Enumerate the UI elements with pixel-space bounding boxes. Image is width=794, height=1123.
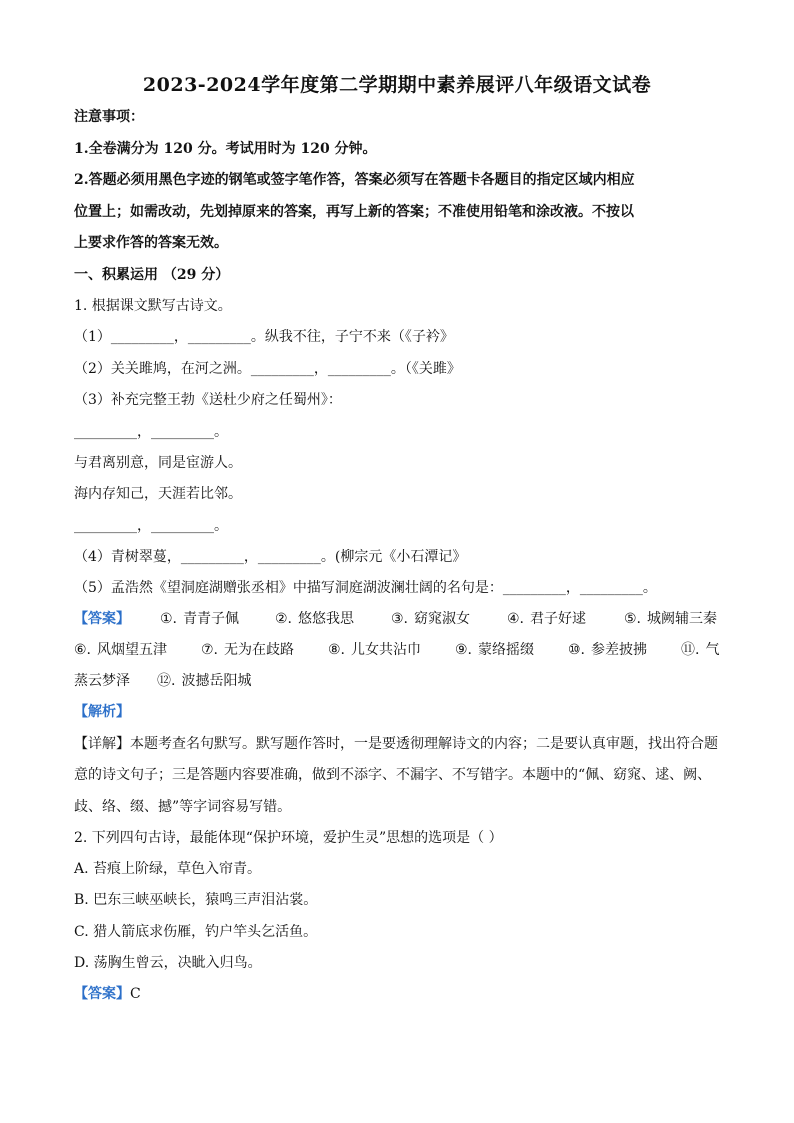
answer-text: 窈窕淑女 bbox=[414, 611, 471, 627]
notice-item-2-line-1: 2.答题必须用黑色字迹的钢笔或签字笔作答，答案必须写在答题卡各题目的指定区域内相应 bbox=[74, 172, 635, 188]
answer-item bbox=[275, 609, 354, 629]
q1-part-4: （4）青树翠蔓，_________，_________。(柳宗元《小石潭记》 bbox=[74, 549, 467, 565]
answer-item bbox=[455, 640, 534, 660]
answer-item bbox=[507, 609, 586, 629]
q1-part-5: （5）孟浩然《望洞庭湖赠张丞相》中描写洞庭湖波澜壮阔的名句是：_________，_________。 bbox=[74, 580, 657, 596]
notice-item-1: 1.全卷满分为 120 分。考试用时为 120 分钟。 bbox=[74, 141, 377, 157]
answer-number: ⑥. bbox=[74, 642, 92, 658]
q1-part-3: （3）补充完整王勃《送杜少府之任蜀州》： bbox=[74, 392, 342, 408]
poem-line-3: 海内存知己，天涯若比邻。 bbox=[74, 486, 242, 502]
q1-stem: 1. 根据课文默写古诗文。 bbox=[74, 298, 232, 314]
q1-part-2: （2）关关雎鸠，在河之洲。_________，_________。（《关雎》 bbox=[74, 361, 461, 377]
answer-tag: 【答案】 bbox=[74, 611, 130, 627]
answer-number: ④. bbox=[507, 611, 525, 627]
answer-text: 波撼岳阳城 bbox=[181, 673, 252, 689]
q2-option-a: A. 苔痕上阶绿，草色入帘青。 bbox=[74, 861, 262, 877]
answer-text: 蒙络摇缀 bbox=[478, 642, 535, 658]
answer-item bbox=[391, 609, 470, 629]
answer-text: 君子好逑 bbox=[530, 611, 587, 627]
answer-number: ⑩. bbox=[568, 642, 586, 658]
answer-item bbox=[157, 671, 251, 691]
answer-item bbox=[624, 609, 717, 629]
section-heading: 一、积累运用 （29 分） bbox=[74, 267, 230, 283]
q1-part-1: （1）_________，_________。纵我不往，子宁不来（《子衿》 bbox=[74, 329, 454, 345]
answer-text: 参差披拂 bbox=[591, 642, 648, 658]
answer-number: ①. bbox=[160, 611, 178, 627]
poem-line-1: _________，_________。 bbox=[74, 424, 228, 440]
q1-detail-line-1: 【详解】本题考查名句默写。默写题作答时，一是要透彻理解诗文的内容；二是要认真审题，找出符合题 bbox=[74, 736, 718, 752]
poem-line-2: 与君离别意，同是宦游人。 bbox=[74, 455, 242, 471]
answer-text: 儿女共沾巾 bbox=[351, 642, 422, 658]
answer-item bbox=[328, 640, 421, 660]
answer-text: 风烟望五津 bbox=[97, 642, 168, 658]
answer-item bbox=[201, 640, 294, 660]
answer-text: 青青子佩 bbox=[183, 611, 240, 627]
q2-stem: 2. 下列四句古诗，最能体现“保护环境，爱护生灵”思想的选项是（ ） bbox=[74, 830, 503, 846]
answer-number: ⑦. bbox=[201, 642, 219, 658]
analysis-tag: 【解析】 bbox=[74, 704, 130, 720]
exam-title: 2023-2024学年度第二学期期中素养展评八年级语文试卷 bbox=[142, 74, 652, 96]
answer-number: ②. bbox=[275, 611, 293, 627]
poem-line-4: _________，_________。 bbox=[74, 518, 228, 534]
answer-text: 悠悠我思 bbox=[298, 611, 355, 627]
notice-heading: 注意事项： bbox=[74, 109, 144, 125]
answer-number: ③. bbox=[391, 611, 409, 627]
notice-item-2-line-3: 上要求作答的答案无效。 bbox=[74, 235, 228, 251]
answer-text: 城阙辅三秦 bbox=[647, 611, 718, 627]
q1-detail-line-2: 意的诗文句子；三是答题内容要准确，做到不添字、不漏字、不写错字。本题中的“佩、窈窕、逑、阙、 bbox=[74, 767, 712, 783]
answer-number: ⑧. bbox=[328, 642, 346, 658]
answer-text: 无为在歧路 bbox=[224, 642, 295, 658]
q2-option-c: C. 猎人箭底求伤雁，钓户竿头乞活鱼。 bbox=[74, 924, 318, 940]
answer-tag: 【答案】 bbox=[74, 986, 130, 1002]
answer-item bbox=[681, 640, 719, 660]
answer-item bbox=[160, 609, 239, 629]
answer-item bbox=[568, 640, 647, 660]
q2-answer-row bbox=[74, 984, 141, 1004]
q2-option-b: B. 巴东三峡巫峡长，猿鸣三声泪沾裳。 bbox=[74, 892, 318, 908]
answer-number: ⑪. bbox=[681, 642, 700, 658]
answer-number: ⑨. bbox=[455, 642, 473, 658]
answer-text: 气 bbox=[705, 642, 720, 658]
q1-detail-line-3: 歧、络、缀、撼”等字词容易写错。 bbox=[74, 799, 292, 815]
answer-text: 蒸云梦泽 bbox=[74, 673, 130, 689]
notice-item-2-line-2: 位置上；如需改动，先划掉原来的答案，再写上新的答案；不准使用铅笔和涂改液。不按以 bbox=[74, 204, 634, 220]
q2-option-d: D. 荡胸生曾云，决眦入归鸟。 bbox=[74, 955, 262, 971]
answer-item bbox=[74, 671, 130, 691]
answer-number: ⑫. bbox=[157, 673, 176, 689]
q2-answer-value: C bbox=[130, 986, 141, 1002]
answer-item bbox=[74, 640, 167, 660]
answer-number: ⑤. bbox=[624, 611, 642, 627]
